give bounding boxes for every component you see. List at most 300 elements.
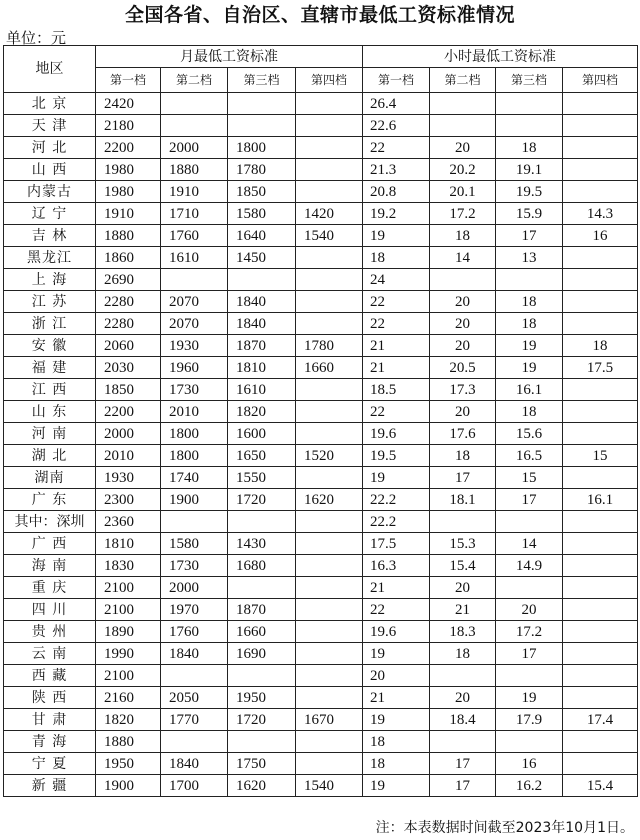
hourly-tier-4-cell	[563, 247, 638, 269]
monthly-tier-1-header: 第一档	[96, 68, 161, 93]
monthly-tier-1-cell: 2420	[96, 93, 161, 115]
monthly-tier-2-cell: 1880	[161, 159, 228, 181]
region-cell: 江 西	[4, 379, 96, 401]
hourly-tier-4-cell: 15.4	[563, 775, 638, 797]
hourly-tier-4-cell	[563, 731, 638, 753]
hourly-tier-1-cell: 20.8	[363, 181, 430, 203]
monthly-tier-1-cell: 1880	[96, 731, 161, 753]
table-row	[4, 665, 638, 687]
monthly-tier-4-cell	[296, 247, 363, 269]
hourly-tier-2-cell: 20	[430, 291, 496, 313]
monthly-tier-3-cell: 1650	[228, 445, 296, 467]
hourly-tier-3-cell: 19.1	[496, 159, 563, 181]
hourly-tier-3-cell: 18	[496, 313, 563, 335]
region-cell: 浙 江	[4, 313, 96, 335]
table-row	[4, 775, 638, 797]
hourly-tier-3-cell: 18	[496, 401, 563, 423]
page-title: 全国各省、自治区、直辖市最低工资标准情况	[124, 4, 515, 26]
region-cell: 山 东	[4, 401, 96, 423]
monthly-tier-4-cell	[296, 577, 363, 599]
hourly-tier-3-cell: 15.9	[496, 203, 563, 225]
monthly-tier-3-cell: 1680	[228, 555, 296, 577]
monthly-tier-3-cell: 1750	[228, 753, 296, 775]
hourly-tier-3-cell	[496, 577, 563, 599]
hourly-tier-2-cell	[430, 731, 496, 753]
monthly-tier-1-cell: 2000	[96, 423, 161, 445]
monthly-tier-4-cell: 1420	[296, 203, 363, 225]
monthly-tier-2-cell: 2070	[161, 313, 228, 335]
hourly-tier-2-cell: 17	[430, 753, 496, 775]
monthly-tier-2-cell	[161, 731, 228, 753]
monthly-tier-1-cell: 2280	[96, 313, 161, 335]
table-row	[4, 159, 638, 181]
table-row	[4, 203, 638, 225]
monthly-tier-2-cell: 1760	[161, 225, 228, 247]
monthly-tier-1-cell: 1980	[96, 159, 161, 181]
hourly-tier-3-cell	[496, 93, 563, 115]
monthly-tier-2-cell: 2000	[161, 137, 228, 159]
hourly-tier-3-cell: 17.9	[496, 709, 563, 731]
monthly-tier-3-cell: 1810	[228, 357, 296, 379]
monthly-tier-3-cell: 1550	[228, 467, 296, 489]
table-row	[4, 379, 638, 401]
hourly-tier-1-cell: 24	[363, 269, 430, 291]
hourly-tier-3-cell: 17	[496, 225, 563, 247]
monthly-tier-1-cell: 1950	[96, 753, 161, 775]
monthly-tier-2-cell: 1730	[161, 379, 228, 401]
hourly-tier-2-cell: 21	[430, 599, 496, 621]
hourly-tier-3-cell: 18	[496, 291, 563, 313]
monthly-tier-4-cell	[296, 511, 363, 533]
hourly-tier-4-cell	[563, 753, 638, 775]
hourly-tier-4-cell	[563, 137, 638, 159]
hourly-tier-2-cell: 18.3	[430, 621, 496, 643]
region-cell: 云 南	[4, 643, 96, 665]
hourly-tier-1-cell: 22.2	[363, 489, 430, 511]
table-row	[4, 93, 638, 115]
monthly-tier-4-cell: 1620	[296, 489, 363, 511]
table-row	[4, 511, 638, 533]
table-row	[4, 401, 638, 423]
hourly-tier-4-cell	[563, 533, 638, 555]
hourly-tier-3-cell: 16.1	[496, 379, 563, 401]
hourly-tier-1-cell: 22	[363, 313, 430, 335]
hourly-tier-2-cell: 20.5	[430, 357, 496, 379]
header-row-group	[4, 46, 638, 68]
hourly-tier-3-cell: 16.2	[496, 775, 563, 797]
monthly-tier-4-cell	[296, 115, 363, 137]
monthly-tier-4-cell: 1780	[296, 335, 363, 357]
monthly-tier-4-cell	[296, 731, 363, 753]
monthly-tier-3-cell	[228, 115, 296, 137]
region-cell: 河 北	[4, 137, 96, 159]
monthly-tier-3-cell: 1780	[228, 159, 296, 181]
monthly-tier-2-cell: 1610	[161, 247, 228, 269]
monthly-tier-4-cell	[296, 181, 363, 203]
monthly-tier-2-cell	[161, 665, 228, 687]
hourly-tier-4-cell	[563, 599, 638, 621]
hourly-tier-4-cell: 16	[563, 225, 638, 247]
monthly-tier-4-cell	[296, 533, 363, 555]
hourly-tier-3-cell: 14.9	[496, 555, 563, 577]
monthly-tier-3-cell: 1600	[228, 423, 296, 445]
monthly-tier-2-cell	[161, 115, 228, 137]
monthly-tier-1-cell: 2100	[96, 599, 161, 621]
monthly-tier-2-cell	[161, 511, 228, 533]
hourly-tier-4-cell: 16.1	[563, 489, 638, 511]
monthly-tier-3-cell	[228, 511, 296, 533]
region-cell: 海 南	[4, 555, 96, 577]
hourly-tier-3-cell: 16	[496, 753, 563, 775]
hourly-tier-3-cell: 17	[496, 489, 563, 511]
hourly-tier-4-cell	[563, 181, 638, 203]
monthly-tier-1-cell: 2200	[96, 401, 161, 423]
monthly-tier-3-cell: 1610	[228, 379, 296, 401]
hourly-tier-1-header: 第一档	[363, 68, 430, 93]
hourly-tier-3-cell: 19	[496, 357, 563, 379]
hourly-tier-1-cell: 16.3	[363, 555, 430, 577]
hourly-tier-3-cell	[496, 115, 563, 137]
monthly-tier-2-cell: 1740	[161, 467, 228, 489]
hourly-tier-2-cell: 20	[430, 577, 496, 599]
hourly-tier-2-cell	[430, 115, 496, 137]
hourly-tier-4-cell	[563, 401, 638, 423]
table-row	[4, 357, 638, 379]
table-row	[4, 643, 638, 665]
monthly-tier-4-cell	[296, 137, 363, 159]
hourly-tier-2-cell: 17.3	[430, 379, 496, 401]
monthly-tier-3-cell: 1820	[228, 401, 296, 423]
region-cell: 天 津	[4, 115, 96, 137]
min-wage-table	[3, 45, 638, 797]
monthly-tier-2-cell: 1800	[161, 423, 228, 445]
table-row	[4, 555, 638, 577]
table-row	[4, 621, 638, 643]
monthly-tier-1-cell: 2360	[96, 511, 161, 533]
monthly-tier-1-cell: 1820	[96, 709, 161, 731]
region-cell: 上 海	[4, 269, 96, 291]
hourly-tier-2-cell: 20.1	[430, 181, 496, 203]
region-cell: 西 藏	[4, 665, 96, 687]
hourly-tier-4-cell	[563, 379, 638, 401]
hourly-tier-1-cell: 21	[363, 577, 430, 599]
hourly-tier-1-cell: 19.5	[363, 445, 430, 467]
table-row	[4, 533, 638, 555]
hourly-tier-2-cell	[430, 511, 496, 533]
monthly-tier-1-cell: 1980	[96, 181, 161, 203]
hourly-tier-4-header: 第四档	[563, 68, 638, 93]
hourly-tier-1-cell: 19	[363, 643, 430, 665]
monthly-tier-3-cell: 1720	[228, 489, 296, 511]
hourly-tier-1-cell: 18.5	[363, 379, 430, 401]
monthly-tier-2-header: 第二档	[161, 68, 228, 93]
hourly-tier-2-cell: 18	[430, 445, 496, 467]
hourly-tier-1-cell: 18	[363, 753, 430, 775]
monthly-tier-3-cell: 1800	[228, 137, 296, 159]
monthly-tier-2-cell: 2000	[161, 577, 228, 599]
monthly-tier-3-header: 第三档	[228, 68, 296, 93]
table-row	[4, 445, 638, 467]
monthly-tier-1-cell: 1880	[96, 225, 161, 247]
hourly-tier-4-cell	[563, 291, 638, 313]
monthly-tier-4-cell	[296, 555, 363, 577]
monthly-tier-2-cell: 1840	[161, 753, 228, 775]
monthly-tier-3-cell: 1870	[228, 335, 296, 357]
monthly-tier-3-cell	[228, 93, 296, 115]
hourly-tier-2-cell: 20	[430, 313, 496, 335]
region-cell: 广 西	[4, 533, 96, 555]
monthly-tier-3-cell	[228, 731, 296, 753]
hourly-tier-2-cell: 18	[430, 643, 496, 665]
monthly-tier-1-cell: 2100	[96, 577, 161, 599]
monthly-tier-1-cell: 1810	[96, 533, 161, 555]
hourly-tier-2-cell: 17.2	[430, 203, 496, 225]
hourly-tier-4-cell	[563, 313, 638, 335]
region-cell: 重 庆	[4, 577, 96, 599]
hourly-tier-2-cell: 17	[430, 467, 496, 489]
monthly-tier-4-cell: 1540	[296, 775, 363, 797]
region-cell: 福 建	[4, 357, 96, 379]
table-row	[4, 247, 638, 269]
monthly-tier-2-cell: 1580	[161, 533, 228, 555]
hourly-tier-4-cell	[563, 643, 638, 665]
hourly-tier-4-cell	[563, 687, 638, 709]
hourly-tier-1-cell: 26.4	[363, 93, 430, 115]
hourly-tier-1-cell: 17.5	[363, 533, 430, 555]
monthly-tier-4-cell	[296, 599, 363, 621]
monthly-tier-1-cell: 2060	[96, 335, 161, 357]
monthly-tier-2-cell: 1970	[161, 599, 228, 621]
region-cell: 新 疆	[4, 775, 96, 797]
hourly-tier-3-cell: 14	[496, 533, 563, 555]
monthly-tier-1-cell: 1890	[96, 621, 161, 643]
table-row	[4, 225, 638, 247]
monthly-tier-4-cell	[296, 313, 363, 335]
hourly-tier-3-cell: 16.5	[496, 445, 563, 467]
hourly-tier-3-cell	[496, 731, 563, 753]
monthly-tier-4-cell	[296, 753, 363, 775]
monthly-tier-4-cell	[296, 401, 363, 423]
hourly-tier-2-cell: 17.6	[430, 423, 496, 445]
monthly-tier-3-cell	[228, 577, 296, 599]
hourly-tier-1-cell: 19.6	[363, 423, 430, 445]
region-cell: 宁 夏	[4, 753, 96, 775]
hourly-tier-3-cell	[496, 665, 563, 687]
monthly-tier-1-cell: 2030	[96, 357, 161, 379]
table-body	[4, 93, 638, 797]
monthly-tier-4-cell	[296, 643, 363, 665]
monthly-tier-3-cell	[228, 665, 296, 687]
monthly-tier-4-cell	[296, 665, 363, 687]
hourly-tier-2-cell: 18.1	[430, 489, 496, 511]
table-row	[4, 709, 638, 731]
region-cell: 山 西	[4, 159, 96, 181]
monthly-tier-2-cell: 1960	[161, 357, 228, 379]
region-cell: 黑龙江	[4, 247, 96, 269]
monthly-tier-2-cell: 1730	[161, 555, 228, 577]
hourly-tier-3-cell: 20	[496, 599, 563, 621]
hourly-tier-4-cell	[563, 159, 638, 181]
hourly-tier-2-cell: 15.4	[430, 555, 496, 577]
monthly-tier-2-cell: 1930	[161, 335, 228, 357]
hourly-tier-3-header: 第三档	[496, 68, 563, 93]
hourly-tier-1-cell: 21	[363, 357, 430, 379]
monthly-tier-4-cell: 1660	[296, 357, 363, 379]
monthly-tier-4-cell	[296, 379, 363, 401]
hourly-tier-1-cell: 19	[363, 775, 430, 797]
region-cell: 四 川	[4, 599, 96, 621]
monthly-tier-1-cell: 2160	[96, 687, 161, 709]
monthly-tier-4-cell	[296, 423, 363, 445]
hourly-tier-2-cell: 15.3	[430, 533, 496, 555]
monthly-tier-1-cell: 1850	[96, 379, 161, 401]
monthly-tier-2-cell: 1710	[161, 203, 228, 225]
hourly-tier-1-cell: 19.6	[363, 621, 430, 643]
region-cell: 江 苏	[4, 291, 96, 313]
monthly-tier-2-cell	[161, 269, 228, 291]
hourly-tier-1-cell: 18	[363, 731, 430, 753]
monthly-tier-1-cell: 1930	[96, 467, 161, 489]
unit-label: 单位：元	[6, 29, 67, 47]
monthly-tier-2-cell: 2010	[161, 401, 228, 423]
monthly-tier-1-cell: 2180	[96, 115, 161, 137]
table-row	[4, 489, 638, 511]
region-cell: 湖南	[4, 467, 96, 489]
monthly-tier-1-cell: 1860	[96, 247, 161, 269]
monthly-tier-4-cell	[296, 93, 363, 115]
table-row	[4, 731, 638, 753]
monthly-tier-3-cell: 1690	[228, 643, 296, 665]
hourly-tier-3-cell: 17.2	[496, 621, 563, 643]
monthly-tier-1-cell: 2690	[96, 269, 161, 291]
hourly-tier-1-cell: 21	[363, 687, 430, 709]
monthly-tier-3-cell: 1840	[228, 313, 296, 335]
table-row	[4, 753, 638, 775]
hourly-tier-2-header: 第二档	[430, 68, 496, 93]
monthly-tier-3-cell: 1660	[228, 621, 296, 643]
region-cell: 甘 肃	[4, 709, 96, 731]
monthly-tier-4-cell	[296, 159, 363, 181]
hourly-tier-4-cell	[563, 269, 638, 291]
monthly-tier-3-cell: 1640	[228, 225, 296, 247]
hourly-tier-4-cell	[563, 621, 638, 643]
hourly-header: 小时最低工资标准	[363, 46, 638, 68]
hourly-tier-3-cell	[496, 511, 563, 533]
hourly-tier-3-cell: 19.5	[496, 181, 563, 203]
monthly-tier-3-cell: 1620	[228, 775, 296, 797]
monthly-tier-4-cell	[296, 291, 363, 313]
monthly-tier-4-cell: 1520	[296, 445, 363, 467]
hourly-tier-1-cell: 19	[363, 709, 430, 731]
monthly-tier-1-cell: 1990	[96, 643, 161, 665]
monthly-tier-2-cell: 1760	[161, 621, 228, 643]
monthly-tier-3-cell: 1580	[228, 203, 296, 225]
hourly-tier-2-cell: 20	[430, 137, 496, 159]
hourly-tier-2-cell: 20	[430, 335, 496, 357]
region-cell: 内蒙古	[4, 181, 96, 203]
hourly-tier-3-cell: 17	[496, 643, 563, 665]
table-row	[4, 137, 638, 159]
hourly-tier-1-cell: 21.3	[363, 159, 430, 181]
hourly-tier-4-cell	[563, 577, 638, 599]
hourly-tier-3-cell: 15.6	[496, 423, 563, 445]
region-header: 地区	[4, 46, 96, 93]
hourly-tier-3-cell: 19	[496, 687, 563, 709]
monthly-tier-3-cell: 1870	[228, 599, 296, 621]
monthly-tier-2-cell: 1900	[161, 489, 228, 511]
hourly-tier-2-cell: 20	[430, 687, 496, 709]
hourly-tier-2-cell	[430, 93, 496, 115]
monthly-tier-2-cell: 1910	[161, 181, 228, 203]
monthly-tier-2-cell: 2070	[161, 291, 228, 313]
table-row	[4, 577, 638, 599]
hourly-tier-1-cell: 22	[363, 291, 430, 313]
region-cell: 青 海	[4, 731, 96, 753]
hourly-tier-4-cell: 17.5	[563, 357, 638, 379]
monthly-tier-2-cell: 1770	[161, 709, 228, 731]
hourly-tier-1-cell: 19	[363, 225, 430, 247]
footnote: 注：本表数据时间截至2023年10月1日。	[375, 820, 634, 836]
monthly-tier-3-cell: 1720	[228, 709, 296, 731]
monthly-tier-4-cell: 1670	[296, 709, 363, 731]
monthly-tier-3-cell: 1950	[228, 687, 296, 709]
table-row	[4, 423, 638, 445]
monthly-header: 月最低工资标准	[96, 46, 363, 68]
region-cell: 贵 州	[4, 621, 96, 643]
hourly-tier-4-cell: 17.4	[563, 709, 638, 731]
hourly-tier-2-cell: 14	[430, 247, 496, 269]
monthly-tier-2-cell: 1800	[161, 445, 228, 467]
region-cell: 其中：深圳	[4, 511, 96, 533]
monthly-tier-1-cell: 2280	[96, 291, 161, 313]
region-cell: 吉 林	[4, 225, 96, 247]
region-cell: 辽 宁	[4, 203, 96, 225]
table-row	[4, 467, 638, 489]
hourly-tier-4-cell: 14.3	[563, 203, 638, 225]
monthly-tier-3-cell	[228, 269, 296, 291]
monthly-tier-1-cell: 2010	[96, 445, 161, 467]
monthly-tier-4-cell	[296, 467, 363, 489]
monthly-tier-4-cell: 1540	[296, 225, 363, 247]
region-cell: 湖 北	[4, 445, 96, 467]
hourly-tier-1-cell: 22.6	[363, 115, 430, 137]
hourly-tier-4-cell: 15	[563, 445, 638, 467]
monthly-tier-4-cell	[296, 687, 363, 709]
monthly-tier-1-cell: 2300	[96, 489, 161, 511]
hourly-tier-2-cell: 18	[430, 225, 496, 247]
hourly-tier-1-cell: 22	[363, 599, 430, 621]
monthly-tier-1-cell: 1900	[96, 775, 161, 797]
hourly-tier-2-cell	[430, 665, 496, 687]
monthly-tier-4-cell	[296, 269, 363, 291]
hourly-tier-1-cell: 18	[363, 247, 430, 269]
hourly-tier-2-cell: 20	[430, 401, 496, 423]
hourly-tier-1-cell: 19.2	[363, 203, 430, 225]
region-cell: 河 南	[4, 423, 96, 445]
table-row	[4, 335, 638, 357]
table-row	[4, 115, 638, 137]
region-cell: 北 京	[4, 93, 96, 115]
table-row	[4, 291, 638, 313]
region-cell: 安 徽	[4, 335, 96, 357]
hourly-tier-3-cell: 13	[496, 247, 563, 269]
header-row-tiers	[4, 68, 638, 93]
region-cell: 陕 西	[4, 687, 96, 709]
monthly-tier-3-cell: 1450	[228, 247, 296, 269]
hourly-tier-4-cell	[563, 115, 638, 137]
hourly-tier-4-cell: 18	[563, 335, 638, 357]
monthly-tier-3-cell: 1840	[228, 291, 296, 313]
